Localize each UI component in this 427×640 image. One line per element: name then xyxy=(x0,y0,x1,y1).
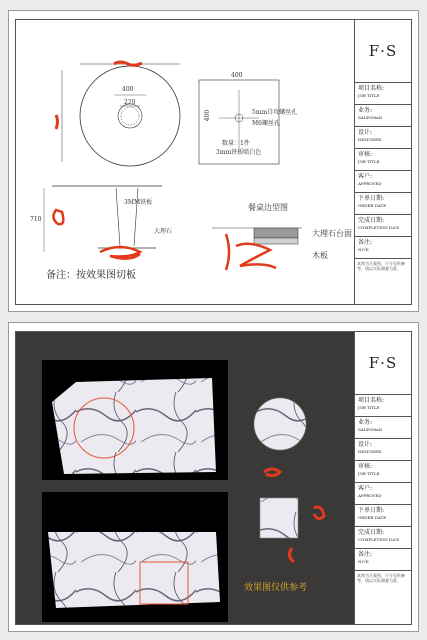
edge-marble-section xyxy=(254,228,298,238)
table-top-outline xyxy=(80,66,180,166)
callout-plate: M6螺丝孔 xyxy=(252,120,280,127)
round-top-preview xyxy=(254,398,306,450)
tb-field-job-title: 项目名称: JOB TITLE xyxy=(355,83,411,105)
tb-field-salesman: 业务: SALESMAN xyxy=(355,105,411,127)
tb-field-note: 备注: NO'E xyxy=(355,549,411,571)
technical-drawing xyxy=(16,20,354,304)
dim-square-width: 400 xyxy=(231,72,243,79)
footer-note: 备注：按效果图切板 xyxy=(46,270,136,281)
title-block xyxy=(354,20,411,304)
plate-label: 3MM铁板 xyxy=(124,199,153,206)
tb-field-salesman: 业务: SALESMAN xyxy=(355,417,411,439)
tb-field-order-date: 下单日期: ORDER DATE xyxy=(355,193,411,215)
red-markup xyxy=(114,62,142,65)
tb-disclaimer: 本图为方案图，尺寸仅供参考，请以实际测量为准。 xyxy=(357,261,405,271)
dim-top-round: 400 xyxy=(122,86,134,93)
height-label: 710 xyxy=(30,216,42,223)
marble-label: 大理石 xyxy=(154,228,173,235)
tb-field-review: 审核: JOB TITLE xyxy=(355,149,411,171)
logo: F·S xyxy=(355,20,411,83)
table-base-outline xyxy=(118,104,142,128)
dim-square-height: 400 xyxy=(204,109,212,122)
red-markup xyxy=(53,210,63,224)
drawing-sheet-2 xyxy=(8,322,419,632)
red-markup xyxy=(56,115,58,129)
sheet-frame xyxy=(15,19,412,305)
edge-wood-section xyxy=(254,238,298,244)
tb-field-completion-date: 完成日期: COMPLETION DA'E xyxy=(355,215,411,237)
tb-field-job-title: 项目名称: JOB TITLE xyxy=(355,395,411,417)
elevation-leg xyxy=(116,188,120,246)
quantity-label: 数量：1件 xyxy=(222,140,250,147)
logo: F·S xyxy=(355,332,411,395)
red-markup xyxy=(100,247,140,259)
tb-field-client: 客户: APPROVED xyxy=(355,483,411,505)
marble-layout-panel xyxy=(16,332,354,624)
reference-note: 效果图仅供参考 xyxy=(244,583,308,593)
drawing-canvas xyxy=(16,20,307,306)
tb-field-order-date: 下单日期: ORDER DATE xyxy=(355,505,411,527)
edge-marble-label: 大理石台面 xyxy=(312,229,352,238)
inner-base-dashed xyxy=(121,107,139,125)
marble-slab-2 xyxy=(48,532,220,608)
dim-inner-round: 220 xyxy=(124,99,136,106)
callout-hole: 5mm自攻螺丝孔 xyxy=(252,109,298,116)
red-markup xyxy=(264,469,280,476)
tb-field-designer: 设计: DESIGNER xyxy=(355,439,411,461)
edge-title: 餐桌边型图 xyxy=(248,203,288,212)
sheet-frame xyxy=(15,331,412,625)
tb-field-completion-date: 完成日期: COMPLETION DA'E xyxy=(355,527,411,549)
title-block xyxy=(354,332,411,624)
tb-field-note: 备注: NO'E xyxy=(355,237,411,259)
square-base-preview xyxy=(260,498,298,538)
tb-disclaimer: 本图为方案图，尺寸仅供参考，请以实际测量为准。 xyxy=(357,573,405,583)
tb-field-client: 客户: APPROVED xyxy=(355,171,411,193)
tb-field-review: 审核: JOB TITLE xyxy=(355,461,411,483)
finish-label: 3mm铁板喷白色 xyxy=(216,149,262,156)
drawing-sheet-1 xyxy=(8,10,419,312)
tb-field-designer: 设计: DESIGNER xyxy=(355,127,411,149)
edge-wood-label: 木板 xyxy=(312,251,328,260)
